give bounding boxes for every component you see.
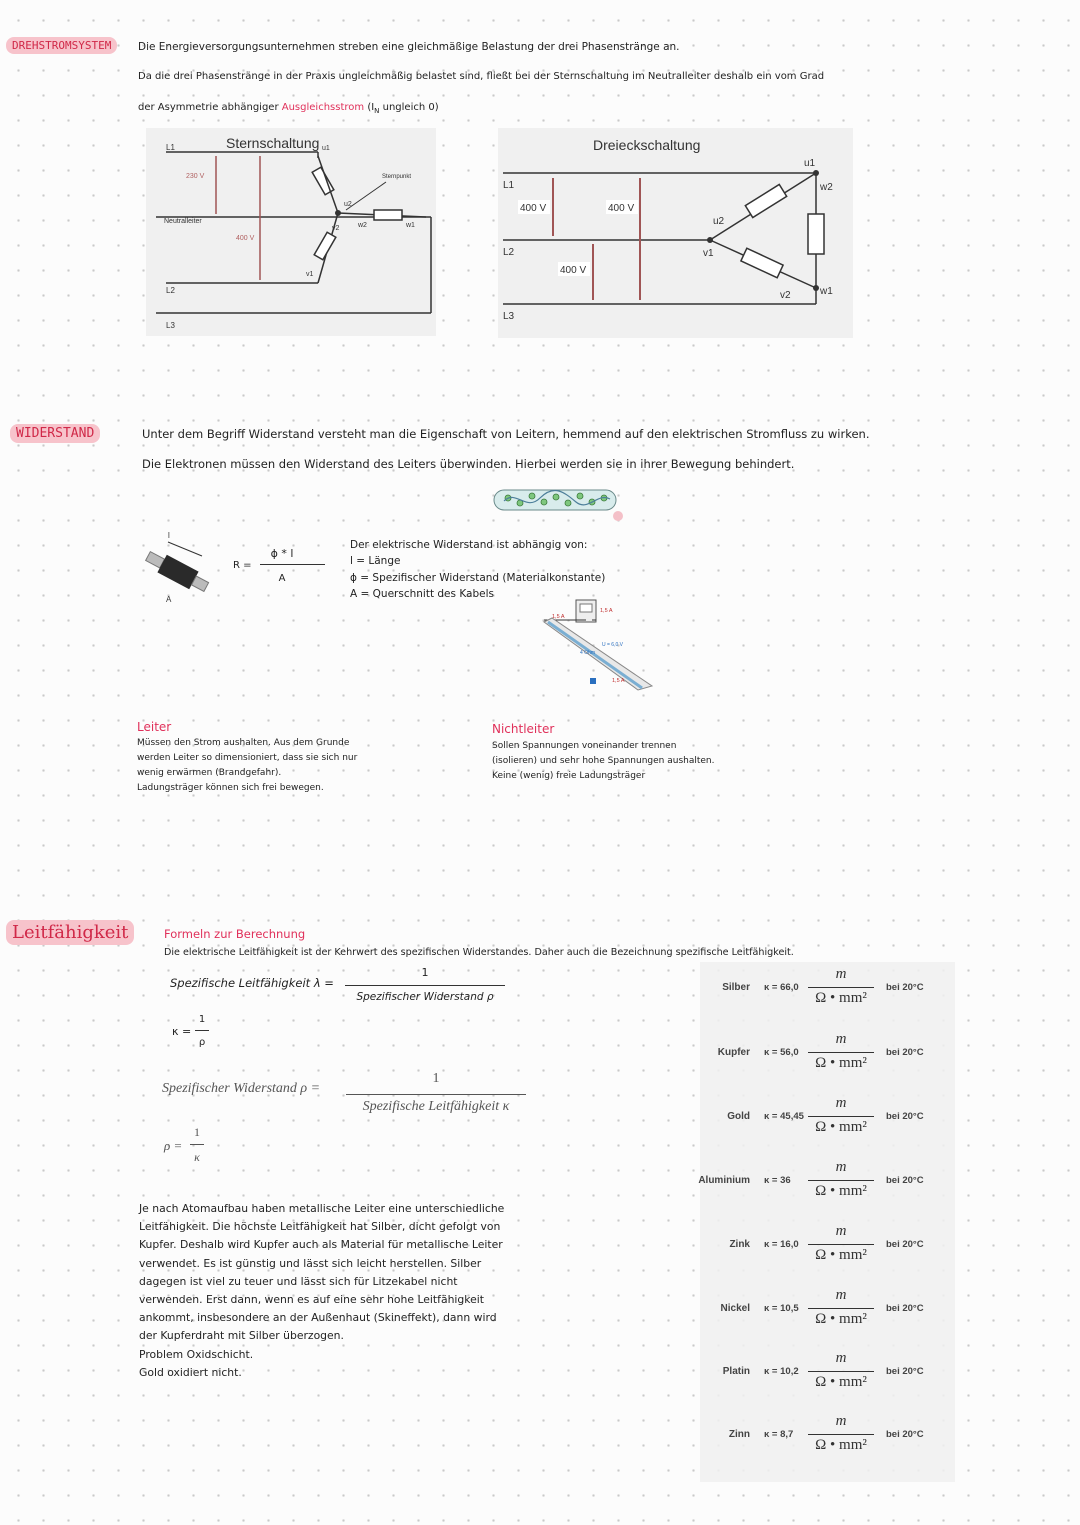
formula2-left: κ = [172,1025,192,1038]
temperature: bei 20°C [886,1047,924,1058]
unit-denominator: Ω • mm² [815,1437,867,1453]
resistor-illustration [140,528,215,606]
dependency-title: Der elektrische Widerstand ist abhängig von: [350,539,588,551]
kappa-value: κ = 45,45 [764,1111,804,1122]
temperature: bei 20°C [886,1429,924,1440]
svg-text:A: A [166,595,172,604]
nichtleiter-line-1: Sollen Spannungen voneinander trennen [492,741,677,751]
unit-denominator: Ω • mm² [815,1183,867,1199]
temperature: bei 20°C [886,1366,924,1377]
sternschaltung-figure [146,128,436,336]
kappa-value: κ = 16,0 [764,1239,799,1250]
temperature: bei 20°C [886,1303,924,1314]
material-name: Gold [727,1111,750,1122]
svg-text:4 Ohm: 4 Ohm [580,650,596,656]
leitf-para-line: ankommt, insbesondere an der Außenhaut (Skineffekt), dann wird [139,1311,497,1325]
svg-text:L1: L1 [166,143,175,152]
svg-text:L3: L3 [166,321,175,330]
dependency-length: l = Länge [350,555,401,567]
nichtleiter-title: Nichtleiter [492,722,555,736]
svg-text:u2: u2 [344,201,352,208]
formula3-left: Spezifischer Widerstand ρ = [162,1081,321,1096]
unit-denominator: Ω • mm² [815,1247,867,1263]
svg-text:400 V: 400 V [560,265,587,276]
unit-denominator: Ω • mm² [815,1055,867,1071]
unit-denominator: Ω • mm² [815,990,867,1006]
leiter-title: Leiter [137,720,172,734]
svg-text:400 V: 400 V [236,235,255,242]
nichtleiter-line-2: (isolieren) und sehr hohe Spannungen aushalten. [492,756,715,766]
leitf-para-line: dagegen ist viel zu teuer und lässt sich für Litzekabel nicht [139,1274,458,1288]
unit-numerator: m [835,1350,847,1366]
delta-title: Dreieckschaltung [593,137,701,153]
formula4-bar [190,1144,204,1145]
formula1-left: Spezifische Leitfähigkeit λ = [170,976,334,990]
unit-bar [808,1116,874,1117]
svg-text:v1: v1 [703,248,714,259]
unit-bar [808,1052,874,1053]
leitf-para-line: Je nach Atomaufbau haben metallische Leiter eine unterschiedliche [139,1202,505,1215]
drehstrom-line-2: Da die drei Phasenstränge in der Praxis ungleichmäßig belastet sind, fließt bei der Sternschaltung im Neutralleiter deshalb ein vom Grad [138,71,825,82]
table-row [700,1352,940,1402]
formula2-num: 1 [198,1014,206,1025]
unit-bar [808,1371,874,1372]
formula2-bar [195,1030,209,1031]
svg-text:u2: u2 [713,216,725,227]
svg-text:w2: w2 [358,222,367,229]
temperature: bei 20°C [886,1111,924,1122]
material-name: Aluminium [698,1175,750,1186]
material-name: Zink [729,1239,750,1250]
unit-bar [808,987,874,988]
line3-text-c: ungleich 0) [382,102,439,113]
table-row [700,1097,940,1147]
unit-bar [808,1180,874,1181]
leitf-para-line: verwenden. Erst dann, wenn es auf eine sehr hohe Leitfähigkeit [139,1293,485,1307]
formula4-left: ρ = [164,1138,183,1153]
formula3-den: Spezifische Leitfähigkeit κ [362,1099,510,1114]
material-name: Platin [722,1366,750,1377]
unit-denominator: Ω • mm² [815,1311,867,1327]
leitf-paragraph [139,1200,504,1382]
svg-text:1,5 A: 1,5 A [612,678,625,684]
material-name: Silber [722,982,750,993]
svg-text:Sternpunkt: Sternpunkt [382,174,412,180]
unit-numerator: m [835,1287,847,1303]
svg-text:L2: L2 [503,247,515,258]
unit-bar [808,1308,874,1309]
section-label-leitfaehigkeit: Leitfähigkeit [6,920,134,945]
formula-r-denominator: A [278,573,286,584]
widerstand-line-1: Unter dem Begriff Widerstand versteht man die Eigenschaft von Leitern, hemmend auf den elektrischen Stromfluss zu wirken. [142,427,870,441]
kappa-value: κ = 66,0 [764,982,799,993]
unit-numerator: m [835,1159,847,1175]
unit-denominator: Ω • mm² [815,1374,867,1390]
leitf-para-line: Problem Oxidschicht. [139,1347,254,1361]
star-title: Sternschaltung [226,135,320,151]
unit-numerator: m [835,966,847,982]
formula3-num: 1 [432,1071,440,1086]
widerstand-line-2: Die Elektronen müssen den Widerstand des Leiters überwinden. Hierbei werden sie in ihrer Bewegung behindert. [142,457,795,471]
svg-text:U = 6,0 V: U = 6,0 V [602,642,623,648]
svg-text:L1: L1 [503,180,515,191]
leiter-line-4: Ladungsträger können sich frei bewegen. [137,783,324,793]
svg-text:w1: w1 [406,222,415,229]
svg-text:L2: L2 [166,286,175,295]
formula-r-numerator: ϕ * l [270,547,294,560]
leitf-para-line: verwendet. Es ist günstig und lässt sich leicht herstellen. Silber [139,1256,482,1270]
section-label-drehstrom: DREHSTROMSYSTEM [6,37,117,54]
formula1-den: Spezifischer Widerstand ρ [356,991,494,1003]
unit-bar [808,1434,874,1435]
svg-text:400 V: 400 V [608,203,635,214]
temperature: bei 20°C [886,1175,924,1186]
unit-numerator: m [835,1223,847,1239]
leiter-line-3: wenig erwärmen (Brandgefahr). [137,768,282,778]
electron-conductor-image [486,484,626,526]
table-row [700,1033,940,1083]
kappa-value: κ = 8,7 [764,1429,794,1440]
table-row [700,1415,940,1465]
formula4-num: 1 [194,1125,200,1139]
svg-text:1,5 A: 1,5 A [552,614,565,620]
leiter-line-2: werden Leiter so dimensioniert, dass sie sich nur [137,753,358,763]
svg-text:w1: w1 [820,286,833,297]
kappa-value: κ = 36 [764,1175,791,1186]
svg-text:v1: v1 [306,271,314,278]
table-row [700,968,940,1018]
formula-r-label: R = [233,560,252,571]
formula1-bar [345,985,505,986]
temperature: bei 20°C [886,982,924,993]
unit-numerator: m [835,1413,847,1429]
ausgleichsstrom-term: Ausgleichsstrom [281,102,365,113]
leitf-subtitle: Formeln zur Berechnung [164,927,306,941]
svg-text:l: l [168,531,170,540]
drehstrom-line-1: Die Energieversorgungsunternehmen streben eine gleichmäßige Belastung der drei Phasenstränge an. [138,41,680,53]
leitf-para-line: der Kupferdraht mit Silber überzogen. [139,1329,344,1343]
svg-text:Neutralleiter: Neutralleiter [164,218,202,225]
svg-text:230 V: 230 V [186,173,205,180]
temperature: bei 20°C [886,1239,924,1250]
section-label-widerstand: WIDERSTAND [10,424,100,443]
dependency-area: A = Querschnitt des Kabels [350,588,494,600]
svg-text:u1: u1 [804,158,816,169]
leitf-para-line: Kupfer. Deshalb wird Kupfer auch als Material für metallische Leiter [139,1238,503,1252]
kappa-value: κ = 10,2 [764,1366,799,1377]
table-row [700,1161,940,1211]
svg-text:1,5 A: 1,5 A [600,608,613,614]
unit-numerator: m [835,1031,847,1047]
formula4-den: κ [194,1150,200,1164]
svg-text:v2: v2 [780,290,791,301]
drehstrom-line-3 [138,100,439,119]
table-row [700,1289,940,1339]
svg-text:w2: w2 [820,182,833,193]
svg-text:u1: u1 [322,145,330,152]
svg-text:L3: L3 [503,311,515,322]
unit-bar [808,1244,874,1245]
measurement-illustration [534,598,654,694]
dreieckschaltung-figure [498,128,853,338]
leitf-para-line: Leitfähigkeit. Die höchste Leitfähigkeit hat Silber, dicht gefolgt von [139,1220,501,1234]
line3-sub: N [374,107,380,115]
leitf-intro: Die elektrische Leitfähigkeit ist der Kehrwert des spezifischen Widerstandes. Daher auch die Bezeichnung spezifische Leitfähigkeit. [164,947,794,958]
svg-text:v2: v2 [332,225,340,232]
formula-r-bar [260,564,325,565]
line3-text-b: (I [367,102,375,113]
leitf-para-line: Gold oxidiert nicht. [139,1365,242,1379]
nichtleiter-line-3: Keine (wenig) freie Ladungsträger [492,771,646,781]
dependency-phi: ϕ = Spezifischer Widerstand (Materialkonstante) [350,572,606,584]
formula1-num: 1 [421,966,429,979]
formula3-bar [346,1094,526,1095]
leiter-line-1: Müssen den Strom aushalten. Aus dem Grunde [137,738,350,748]
material-name: Kupfer [717,1047,750,1058]
kappa-value: κ = 56,0 [764,1047,799,1058]
material-name: Nickel [720,1303,750,1314]
table-row [700,1225,940,1275]
kappa-value: κ = 10,5 [764,1303,799,1314]
formula2-den: ρ [198,1037,206,1048]
svg-text:400 V: 400 V [520,203,547,214]
unit-denominator: Ω • mm² [815,1119,867,1135]
material-name: Zinn [728,1429,750,1440]
line3-text-a: der Asymmetrie abhängiger [138,102,279,113]
unit-numerator: m [835,1095,847,1111]
